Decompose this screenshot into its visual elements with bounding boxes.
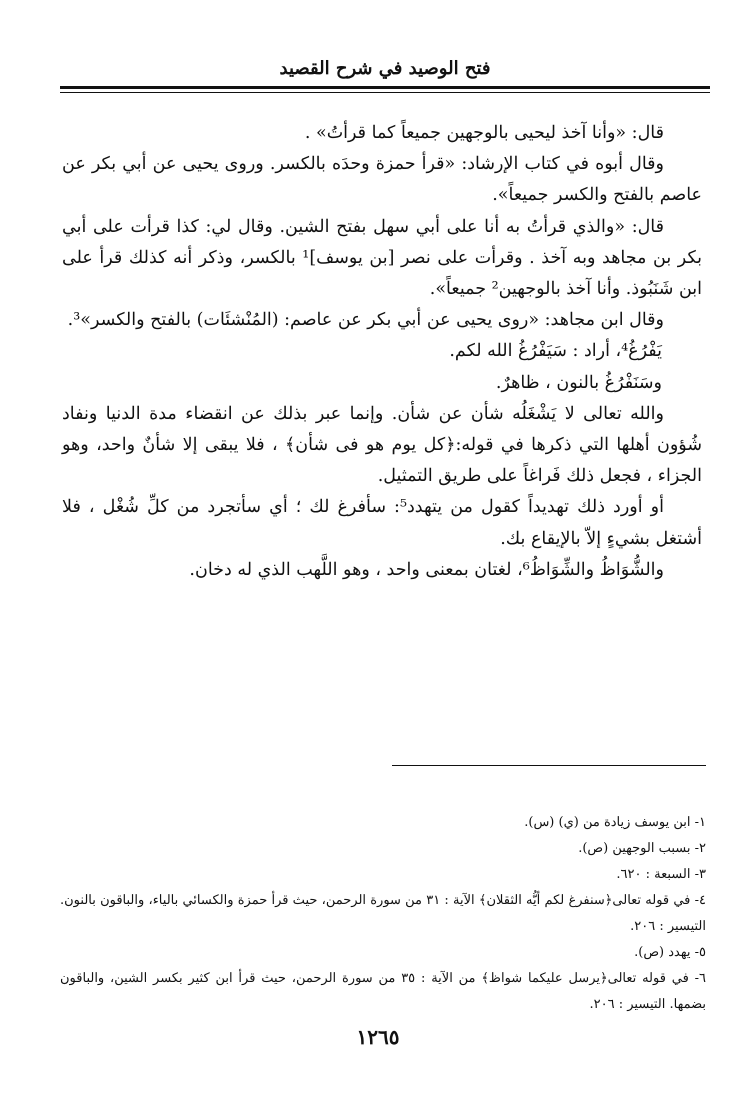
page-number: ١٢٦٥ bbox=[356, 1025, 400, 1049]
paragraph-9: والشُّوَاظُ والشِّوَاظُ⁶، لغتان بمعنى واحد ، وهو اللَّهب الذي له دخان. bbox=[189, 559, 664, 580]
footnote-separator bbox=[392, 765, 706, 766]
footnote-5: ٥- يهدد (ص). bbox=[634, 945, 706, 960]
paragraph-2: وقال أبوه في كتاب الإرشاد: «قرأ حمزة وحدَه بالكسر. وروى يحيى عن أبي بكر عن عاصم بالفتح والكسر جميعاً». bbox=[62, 154, 702, 206]
paragraph-6: وسَنَفْرُغُ بالنون ، ظاهرٌ. bbox=[495, 372, 662, 393]
footnote-2: ٢- بسبب الوجهين (ص). bbox=[578, 841, 706, 856]
paragraph-5: يَفْرُغُ⁴، أراد : سَيَفْرُغُ الله لكم. bbox=[449, 341, 662, 362]
footnote-3: ٣- السبعة : ٦٢٠. bbox=[616, 867, 706, 882]
footnote-4: ٤- في قوله تعالى﴿سنفرغ لكم أيُّه الثقلان﴾ الآية : ٣١ من سورة الرحمن، حيث قرأ حمزة والكسائي بالياء، والباقون بالنون. التيسير : ٢٠٦. bbox=[60, 893, 706, 934]
footnotes bbox=[60, 810, 706, 1018]
paragraph-7: والله تعالى لا يَشْغَلُه شأن عن شأن. وإنما عبر بذلك عن انقضاء مدة الدنيا ونفاد شُؤون أهلها التي ذكرها في قوله:﴿كل يوم هو فى شأن﴾ ، فلا يبقى إلا شأنٌ واحد، وهو الجزاء ، فجعل ذلك فَراغاً على طريق التمثيل. bbox=[62, 403, 702, 487]
paragraph-4: وقال ابن مجاهد: «روى يحيى عن أبي بكر عن عاصم: (المُنْشئَات) بالفتح والكسر»³. bbox=[67, 310, 664, 331]
header-title: فتح الوصيد في شرح القصيد bbox=[266, 58, 505, 79]
footnote-1: ١- ابن يوسف زيادة من (ي) (س). bbox=[524, 815, 706, 830]
paragraph-1: قال: «وأنا آخذ ليحيى بالوجهين جميعاً كما قرأتُ» . bbox=[304, 123, 664, 143]
paragraph-8: أو أورد ذلك تهديداً كقول من يتهدد⁵: سأفرغ لك ؛ أي سأتجرد من كلِّ شُغْل ، فلا أشتغل بشيءٍ إلاّ بالإيقاع بك. bbox=[62, 497, 702, 549]
running-header bbox=[60, 58, 710, 98]
header-rule-thin bbox=[60, 92, 710, 93]
header-rule-thick bbox=[60, 86, 710, 89]
paragraph-3: قال: «والذي قرأتُ به أنا على أبي سهل بفتح الشين. وقال لي: كذا قرأت على أبي بكر بن مجاهد وبه آخذ . وقرأت على نصر [بن يوسف]¹ بالكسر، وذكر أنه كذلك قرأ على ابن شَنَبُوذ. وأنا آخذ بالوجهين² جميعاً». bbox=[62, 216, 702, 300]
main-text bbox=[62, 118, 702, 586]
footnote-6: ٦- في قوله تعالى﴿يرسل عليكما شواظ﴾ من الآية : ٣٥ من سورة الرحمن، حيث قرأ ابن كثير بكسر الشين، والباقون بضمها. التيسير : ٢٠٦. bbox=[60, 971, 707, 1012]
